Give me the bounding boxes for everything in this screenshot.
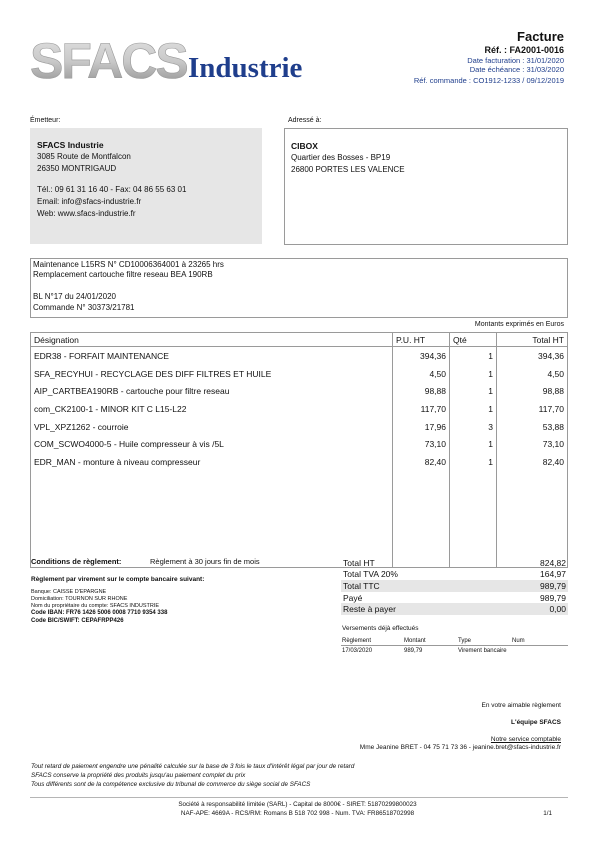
total-value: 989,79 [540,592,566,603]
total-ttc-row [341,580,568,592]
row-unit-price: 394,36 [393,347,450,365]
iban: Code IBAN: FR76 1426 5006 0008 7710 9354 338 [31,610,168,616]
row-total: 73,10 [497,435,568,453]
invoice-title: Facture [517,29,564,44]
closing-greeting: En votre aimable règlement [481,702,561,709]
payment-terms-label: Conditions de règlement: [31,557,122,566]
footer-line-1: Société à responsabilité limitée (SARL) - Capital de 8000€ - SIRET: 51870299800023 [178,801,417,808]
total-vat-row [341,569,568,581]
legal-line-3: Tous différents sont de la compétence exclusive du tribunal de commerce du siège social de SFACS [31,781,311,788]
payments-title: Versements déjà effectués [342,625,419,632]
payment-amount: 989,79 [404,647,423,654]
table-row [31,382,568,400]
bank-domiciliation: Domiciliation: TOURNON SUR RHONE [31,596,128,602]
legal-line-2: SFACS conserve la propriété des produits jusqu'au paiement complet du prix [31,772,246,779]
table-row [31,453,568,471]
row-designation: SFA_RECYHUI - RECYCLAGE DES DIFF FILTRES ET HUILE [31,365,393,383]
invoice-lines-table [30,332,568,568]
row-qty: 3 [450,418,497,436]
table-row [31,435,568,453]
payments-col-type: Type [457,636,511,646]
closing-team: L'équipe SFACS [511,719,561,726]
row-qty: 1 [450,347,497,365]
sender-address2: 26350 MONTRIGAUD [37,164,117,173]
due-date: Date échéance : 31/03/2020 [469,65,564,74]
closing-contact: Mme Jeanine BRET - 04 75 71 73 36 - jeanine.bret@sfacs-industrie.fr [359,744,561,751]
total-label: Payé [343,592,363,603]
table-row [31,418,568,436]
col-unit-price: P.U. HT [393,333,450,347]
payments-col-date: Règlement [341,636,403,646]
row-qty: 1 [450,382,497,400]
row-unit-price: 4,50 [393,365,450,383]
row-qty: 1 [450,453,497,471]
table-filler-row [31,471,568,568]
total-ht-row [341,557,568,569]
closing-service: Notre service comptable [490,736,561,743]
company-logo [28,28,318,88]
payments-col-amount: Montant [403,636,457,646]
row-designation: AIP_CARTBEA190RB - cartouche pour filtre reseau [31,382,393,400]
total-value: 164,97 [540,569,566,580]
row-designation: VPL_XPZ1262 - courroie [31,418,393,436]
sender-web: Web: www.sfacs-industrie.fr [37,209,136,218]
total-value: 0,00 [491,603,568,615]
row-qty: 1 [450,400,497,418]
recipient-box [284,128,568,245]
row-designation: EDR_MAN - monture à niveau compresseur [31,453,393,471]
payments-col-num: Num [511,636,568,646]
row-total: 117,70 [497,400,568,418]
recipient-name: CIBOX [291,141,318,151]
row-qty: 1 [450,435,497,453]
sender-email: Email: info@sfacs-industrie.fr [37,197,142,206]
row-total: 98,88 [497,382,568,400]
currency-note: Montants exprimés en Euros [474,321,564,328]
totals-table [341,557,568,615]
bic: Code BIC/SWIFT: CEPAFRPP426 [31,618,124,624]
row-total: 394,36 [497,347,568,365]
sender-label: Émetteur: [30,117,61,124]
payments-table [341,636,568,655]
total-value: 989,79 [491,580,568,592]
transfer-title: Règlement par virement sur le compte bancaire suivant: [31,576,205,583]
remaining-row [341,603,568,615]
note-line4: Commande N° 30373/21781 [33,303,135,312]
row-designation: com_CK2100-1 - MINOR KIT C L15-L22 [31,400,393,418]
row-designation: COM_SCWO4000-5 - Huile compresseur à vis /5L [31,435,393,453]
col-total: Total HT [497,333,568,347]
row-unit-price: 98,88 [393,382,450,400]
payment-date: 17/03/2020 [342,647,373,654]
payments-header-row [341,636,568,646]
legal-line-1: Tout retard de paiement engendre une pénalité calculée sur la base de 3 fois le taux d'intérêt légal par jour de retard [31,763,355,770]
row-unit-price: 82,40 [393,453,450,471]
note-line3: BL N°17 du 24/01/2020 [33,292,116,301]
sender-address1: 3085 Route de Montfalcon [37,152,131,161]
table-row [31,365,568,383]
col-qty: Qté [450,333,497,347]
row-designation: EDR38 - FORFAIT MAINTENANCE [31,347,393,365]
sender-box [30,128,262,244]
bank-name: Banque: CAISSE D'EPARGNE [31,589,107,595]
row-total: 53,88 [497,418,568,436]
row-unit-price: 73,10 [393,435,450,453]
recipient-address1: Quartier des Bosses - BP19 [291,153,391,162]
row-qty: 1 [450,365,497,383]
sender-name: SFACS Industrie [37,140,104,150]
table-header-row [31,333,568,347]
total-label: Total TTC [341,580,491,592]
row-unit-price: 17,96 [393,418,450,436]
sender-phone: Tél.: 09 61 31 16 40 - Fax: 04 86 55 63 01 [37,185,187,194]
note-line2: Remplacement cartouche filtre reseau BEA 190RB [33,270,213,279]
logo-suffix: Industrie [188,52,303,84]
page-number: 1/1 [543,810,552,817]
table-row [31,347,568,365]
invoice-ref: Réf. : FA2001-0016 [484,45,564,55]
invoice-date: Date facturation : 31/01/2020 [467,56,564,65]
payment-num [511,646,568,656]
account-owner: Nom du propriétaire du compte: SFACS INDUSTRIE [31,603,160,609]
payments-row [341,646,568,656]
row-total: 82,40 [497,453,568,471]
total-label: Reste à payer [341,603,491,615]
note-line1: Maintenance L15RS N° CD10006364001 à 23265 hrs [33,260,224,269]
payment-terms-value: Règlement à 30 jours fin de mois [150,557,260,566]
footer-divider [30,797,568,798]
recipient-address2: 26800 PORTES LES VALENCE [291,165,405,174]
footer-line-2: NAF-APE: 4669A - RCS/RM: Romans B 518 702 998 - Num. TVA: FR86518702998 [180,810,415,817]
row-total: 4,50 [497,365,568,383]
total-label: Total TVA 20% [343,569,398,580]
row-unit-price: 117,70 [393,400,450,418]
note-box [30,258,568,318]
total-label: Total HT [343,557,375,568]
total-value: 824,82 [540,557,566,568]
recipient-label: Adressé à: [288,117,322,124]
payment-type: Virement bancaire [458,647,507,654]
svg-text:SFACS: SFACS [30,33,187,88]
order-ref: Réf. commande : CO1912-1233 / 09/12/2019 [413,76,564,85]
paid-row [341,592,568,604]
table-row [31,400,568,418]
col-designation: Désignation [31,333,393,347]
